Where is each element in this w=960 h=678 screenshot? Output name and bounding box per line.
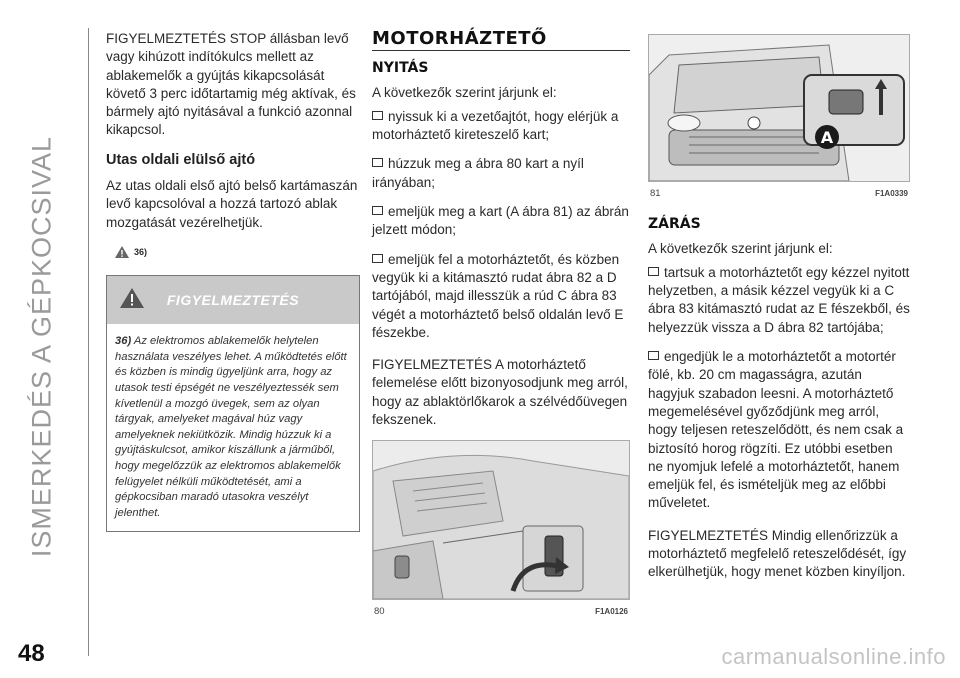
list-item [372, 108, 630, 145]
figure-code: F1A0339 [875, 189, 908, 198]
callout-label-a: A [820, 128, 834, 147]
bullet-icon [372, 254, 383, 263]
bullet-icon [372, 206, 383, 215]
column-2 [372, 30, 630, 622]
figure-caption [372, 600, 630, 621]
dashboard-illustration [373, 441, 629, 599]
list-item [372, 251, 630, 342]
list-item-text: engedjük le a motorháztetőt a motortér fölé, kb. 20 cm magasságra, azután hagyjuk szabadon leesni. A motorháztető megemelésével győződjünk meg arról, hogy teljesen reteszelődött, és nem csak a biztosító horog rögzíti. Ez utóbbi esetben ne nyomjuk lefelé a motorháztetőt, hanem emeljük fel, és ismételjük meg az előbbi műveletet. [648, 349, 904, 511]
subheading: ZÁRÁS [648, 216, 701, 233]
bullet-icon [648, 267, 659, 276]
watermark: carmanualsonline.info [721, 644, 946, 669]
subheading: NYITÁS [372, 60, 429, 77]
column-3 [648, 30, 910, 593]
subheading: Utas oldali elülső ajtó [106, 151, 256, 168]
margin-rule [88, 28, 89, 656]
bullet-icon [372, 111, 383, 120]
warning-number: 36) [115, 335, 132, 348]
warning-text: Az elektromos ablakemelők helytelen használata veszélyes lehet. A működtetés előtt és közben is mindig ügyeljünk arra, hogy az utasok testi épségét ne veszélyeztessék sem kívetlenül a mozgó üvegek, sem az olyan tárgyak, amelyeket magával húz vagy amelyeknek nekiütközik. Mindig húzzuk ki a gyújtáskulcsot, amikor kiszállunk a járműből, hogy megelőzzük az elektromos ablakemelők felügyelet nélküli működtetését, ami a gépkocsiban maradó utasokra veszélyt jelenthet. [115, 335, 347, 519]
figure-80 [372, 440, 630, 600]
paragraph: FIGYELMEZTETÉS Mindig ellenőrizzük a motorháztető megfelelő reteszelődését, így elkerülhetjük, hogy menet közben kinyíljon. [648, 527, 907, 580]
list-item-text: nyissuk ki a vezetőajtót, hogy elérjük a motorháztető kireteszelő kart; [372, 108, 619, 143]
warning-reference [114, 243, 360, 261]
column-1 [106, 30, 360, 532]
paragraph: A következők szerint járjunk el: [648, 240, 833, 256]
bullet-icon [372, 158, 383, 167]
paragraph: FIGYELMEZTETÉS STOP állásban levő vagy kihúzott indítókulcs mellett az ablakemelők a gyújtás kikapcsolását követő 3 perc időtartamig még aktívak, és bármely ajtó nyitásával a funkció azonnal kikapcsol. [106, 31, 356, 138]
list-item [648, 264, 910, 337]
figure-caption [648, 182, 910, 203]
list-item [372, 155, 630, 192]
list-item [648, 348, 910, 513]
list-item-text: emeljük meg a kart (A ábra 81) az ábrán jelzett módon; [372, 204, 629, 238]
section-title: ISMERKEDÉS A GÉPKOCSIVAL [26, 135, 57, 558]
warning-box [106, 275, 360, 532]
figure-number: 81 [650, 188, 661, 199]
section-heading: MOTORHÁZTETŐ [372, 30, 630, 51]
warning-icon [114, 245, 130, 259]
list-item [372, 203, 630, 240]
figure-code: F1A0126 [595, 607, 628, 617]
page-number: 48 [18, 640, 45, 667]
list-item-text: húzzuk meg a ábra 80 kart a nyíl irányában; [372, 156, 584, 190]
paragraph: Az utas oldali első ajtó belső kartámaszán levő kapcsolóval a hozzá tartozó ablak mozgatását vezérelhetjük. [106, 178, 358, 230]
paragraph: A következők szerint járjunk el: [372, 84, 557, 100]
bullet-icon [648, 351, 659, 360]
figure-number: 80 [374, 606, 385, 618]
warning-title: FIGYELMEZTETÉS [166, 292, 300, 309]
warning-icon [119, 286, 145, 310]
warning-header [107, 276, 359, 324]
list-item-text: emeljük fel a motorháztetőt, és közben vegyük ki a kitámasztó rudat ábra 82 a D tartójából, majd illesszük a rúd C ábra 83 végét a motorháztető belső oldalán levő E fészekbe. [372, 251, 624, 340]
van-front-illustration [649, 35, 909, 181]
figure-81 [648, 34, 910, 182]
warning-ref-label: 36) [134, 246, 148, 257]
list-item-text: tartsuk a motorháztetőt egy kézzel nyitott helyzetben, a másik kézzel vegyük ki a C ábra 83 kitámasztó rudat az E fészekből, és helyezzük vissza a D ábra 82 tartójába; [648, 264, 910, 335]
warning-body [107, 324, 359, 531]
paragraph: FIGYELMEZTETÉS A motorháztető felemelése előtt bizonyosodjunk meg arról, hogy az ablaktörlőkarok a szélvédőüvegen fekszenek. [372, 357, 628, 428]
